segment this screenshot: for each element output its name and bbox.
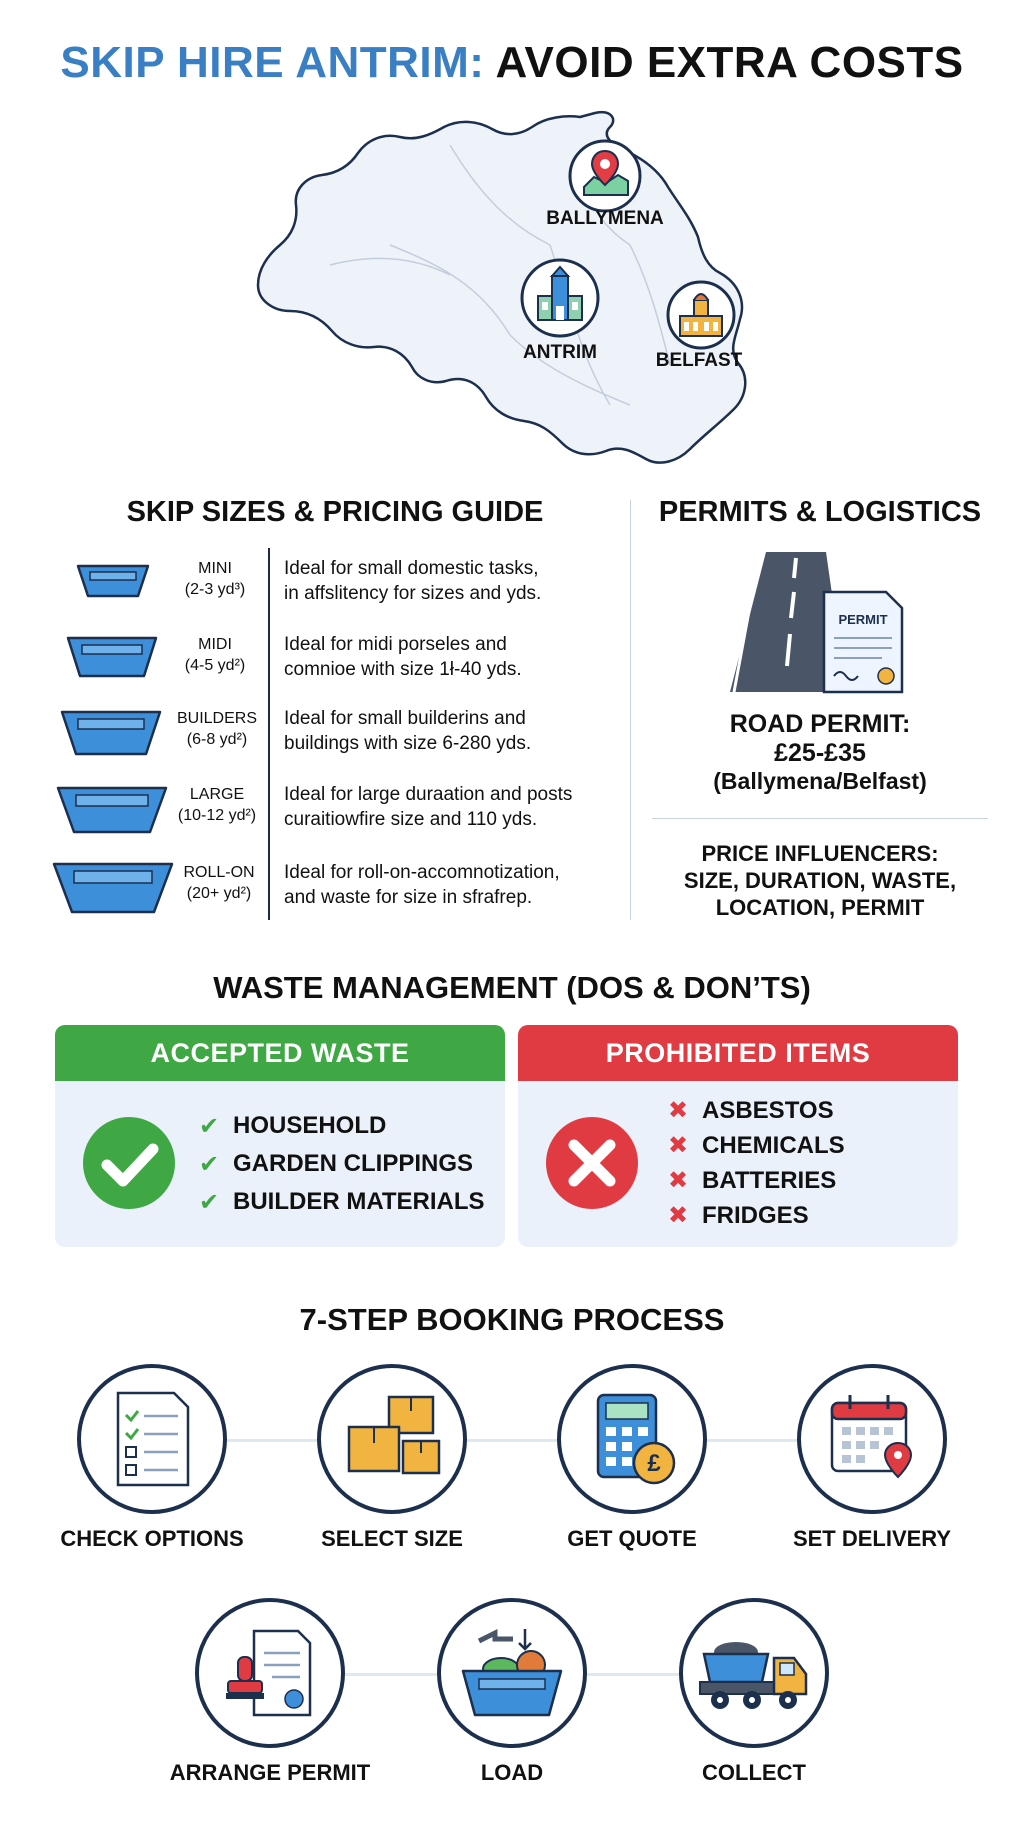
step-label: GET QUOTE bbox=[567, 1526, 697, 1551]
cross-mark-icon: ✖ bbox=[668, 1202, 689, 1229]
skip-row-roll-on bbox=[0, 856, 630, 920]
skip-row-builders bbox=[0, 704, 630, 768]
location-ballymena bbox=[566, 137, 644, 215]
town-hall-icon bbox=[518, 256, 602, 340]
boxes-icon bbox=[337, 1389, 447, 1489]
permit-document bbox=[822, 590, 904, 694]
permits-separator bbox=[652, 818, 988, 819]
accepted-waste-panel bbox=[55, 1025, 505, 1247]
step-label: COLLECT bbox=[702, 1760, 806, 1785]
skip-name: ROLL-ON bbox=[183, 864, 255, 881]
large-skip-icon bbox=[54, 780, 170, 836]
prohibited-item: ✖ BATTERIES bbox=[668, 1166, 837, 1194]
cross-circle-icon bbox=[544, 1115, 640, 1211]
skip-desc-line-1: Ideal for roll-on-accomnotization, bbox=[284, 862, 560, 883]
label-antrim: ANTRIM bbox=[523, 342, 597, 363]
check-mark-icon: ✔ bbox=[199, 1150, 220, 1178]
price-influencers-label: PRICE INFLUENCERS: bbox=[701, 841, 939, 866]
loaded-skip-icon bbox=[457, 1623, 567, 1723]
location-belfast bbox=[664, 278, 738, 352]
permit-doc-label: PERMIT bbox=[838, 612, 888, 627]
step-collect bbox=[679, 1598, 829, 1748]
skip-desc-line-2: comnioe with size 1ł-40 yds. bbox=[284, 659, 522, 680]
stamp-document-icon bbox=[220, 1623, 320, 1723]
label-belfast: BELFAST bbox=[655, 350, 743, 371]
step-check-options bbox=[77, 1364, 227, 1514]
accepted-item: ✔ GARDEN CLIPPINGS bbox=[199, 1150, 474, 1178]
skip-name: MIDI bbox=[198, 636, 232, 653]
checklist-icon bbox=[104, 1389, 200, 1489]
step-set-delivery bbox=[797, 1364, 947, 1514]
title-part-1: SKIP HIRE ANTRIM: bbox=[60, 38, 485, 87]
builders-skip-icon bbox=[58, 704, 164, 758]
step-select-size bbox=[317, 1364, 467, 1514]
skip-row-midi bbox=[0, 630, 630, 692]
skip-volume: (10-12 yd²) bbox=[177, 807, 257, 824]
page-title bbox=[0, 38, 1024, 88]
road-permit-label: ROAD PERMIT: bbox=[729, 710, 911, 738]
section-divider-vertical bbox=[630, 500, 631, 920]
skip-name: MINI bbox=[198, 560, 232, 577]
check-mark-icon: ✔ bbox=[199, 1112, 220, 1140]
skip-desc-line-2: and waste for size in sfrafrep. bbox=[284, 887, 533, 908]
skip-desc-line-1: Ideal for midi porseles and bbox=[284, 634, 507, 655]
prohibited-items-panel bbox=[518, 1025, 958, 1247]
label-ballymena: BALLYMENA bbox=[546, 208, 664, 229]
road-permit-info bbox=[640, 710, 1000, 795]
step-label: SET DELIVERY bbox=[792, 1526, 952, 1551]
skip-desc-line-2: curaitiowfire size and 110 yds. bbox=[284, 809, 538, 830]
skip-sizes-heading: SKIP SIZES & PRICING GUIDE bbox=[126, 496, 544, 528]
skip-name: BUILDERS bbox=[176, 710, 258, 727]
skip-desc-line-1: Ideal for large duraation and posts bbox=[284, 784, 573, 805]
midi-skip-icon bbox=[64, 630, 160, 680]
roll-on-skip-icon bbox=[50, 856, 176, 916]
prohibited-item: ✖ ASBESTOS bbox=[668, 1096, 834, 1124]
permit-document-icon bbox=[822, 590, 904, 694]
title-part-2: AVOID EXTRA COSTS bbox=[495, 38, 964, 87]
location-antrim bbox=[518, 256, 602, 340]
step-label: SELECT SIZE bbox=[321, 1526, 463, 1551]
step-get-quote bbox=[557, 1364, 707, 1514]
cross-mark-icon: ✖ bbox=[668, 1097, 689, 1124]
permits-heading: PERMITS & LOGISTICS bbox=[658, 496, 982, 528]
prohibited-items-header: PROHIBITED ITEMS bbox=[518, 1025, 958, 1081]
skip-row-mini bbox=[0, 556, 630, 618]
road-permit-price: £25-£35 bbox=[774, 739, 866, 767]
skip-volume: (6-8 yd²) bbox=[186, 731, 248, 748]
check-mark-icon: ✔ bbox=[199, 1188, 220, 1216]
skip-desc-line-1: Ideal for small domestic tasks, bbox=[284, 558, 539, 579]
prohibited-item: ✖ CHEMICALS bbox=[668, 1131, 845, 1159]
skip-desc-line-1: Ideal for small builderins and bbox=[284, 708, 526, 729]
price-influencers-line-1: SIZE, DURATION, WASTE, bbox=[683, 868, 957, 893]
accepted-item: ✔ BUILDER MATERIALS bbox=[199, 1188, 485, 1216]
step-label: CHECK OPTIONS bbox=[60, 1526, 244, 1551]
cross-mark-icon: ✖ bbox=[668, 1167, 689, 1194]
mini-skip-icon bbox=[74, 560, 152, 600]
skip-name: LARGE bbox=[189, 786, 245, 803]
skip-truck-icon bbox=[696, 1628, 812, 1718]
step-label: LOAD bbox=[480, 1760, 544, 1785]
step-label: ARRANGE PERMIT bbox=[169, 1760, 371, 1785]
skip-row-large bbox=[0, 780, 630, 844]
waste-heading: WASTE MANAGEMENT (DOS & DON’TS) bbox=[213, 970, 811, 1005]
check-circle-icon bbox=[81, 1115, 177, 1211]
step-arrange-permit bbox=[195, 1598, 345, 1748]
prohibited-item: ✖ FRIDGES bbox=[668, 1201, 809, 1229]
accepted-item: ✔ HOUSEHOLD bbox=[199, 1112, 387, 1140]
calculator-icon bbox=[582, 1389, 682, 1489]
skip-desc-line-2: buildings with size 6-280 yds. bbox=[284, 733, 532, 754]
price-influencers-line-2: LOCATION, PERMIT bbox=[715, 895, 925, 920]
step-load bbox=[437, 1598, 587, 1748]
skip-volume: (4-5 yd²) bbox=[184, 657, 246, 674]
city-hall-icon bbox=[664, 278, 738, 352]
skip-desc-line-2: in affslitency for sizes and yds. bbox=[284, 583, 542, 604]
accepted-waste-header: ACCEPTED WASTE bbox=[55, 1025, 505, 1081]
booking-heading: 7-STEP BOOKING PROCESS bbox=[299, 1302, 725, 1337]
svg-text:£: £ bbox=[647, 1450, 661, 1477]
step-connector bbox=[150, 1439, 880, 1442]
price-influencers bbox=[640, 840, 1000, 921]
skip-volume: (2-3 yd³) bbox=[184, 581, 246, 598]
map-pin-icon bbox=[566, 137, 644, 215]
calendar-pin-icon bbox=[822, 1389, 922, 1489]
road-permit-area: (Ballymena/Belfast) bbox=[713, 768, 927, 794]
cross-mark-icon: ✖ bbox=[668, 1132, 689, 1159]
skip-volume: (20+ yd²) bbox=[186, 885, 252, 902]
